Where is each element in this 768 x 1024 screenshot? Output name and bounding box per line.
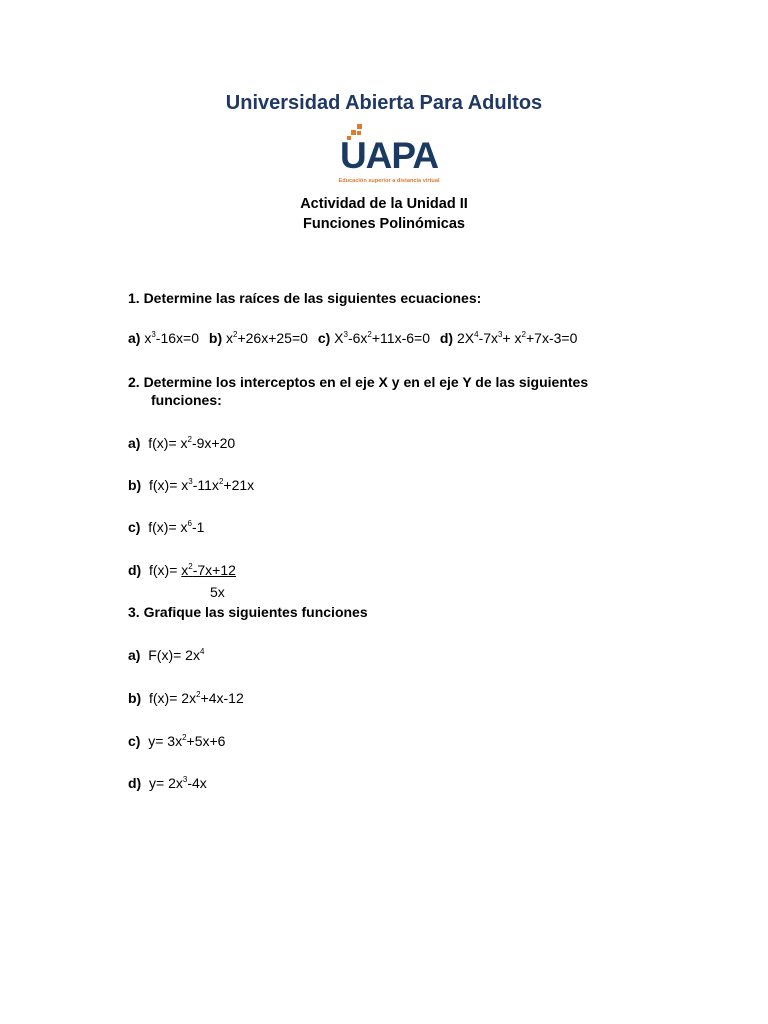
item-label: d): [128, 775, 142, 791]
q2-item-c: c) $f(x)= x^6-1$: [128, 519, 205, 535]
item-label: d): [128, 562, 142, 578]
uapa-logo: [330, 124, 448, 188]
q2-item-a: a) $f(x)= x^2-9x+20$: [128, 435, 236, 451]
q2-item-d-denominator: 5x: [210, 584, 225, 600]
q2-item-b: b) $f(x)= x^3-11x^2+21x$: [128, 477, 255, 493]
item-label: c): [317, 330, 331, 346]
item-label: b): [128, 690, 142, 706]
logo-tagline: Educación superior a distancia virtual: [338, 178, 440, 184]
item-label: a): [128, 647, 141, 663]
item-label: a): [128, 330, 141, 346]
university-title: Universidad Abierta Para Adultos: [225, 92, 543, 114]
item-label: a): [128, 435, 141, 451]
logo-square: [357, 124, 362, 129]
item-label: b): [128, 477, 142, 493]
item-label: b): [208, 330, 223, 346]
item-label: d): [439, 330, 454, 346]
question-2-title-cont: funciones:: [151, 392, 222, 408]
q3-item-c: c) $y= 3x^2+5x+6$: [128, 733, 226, 749]
topic-title: Funciones Polinómicas: [303, 216, 465, 232]
q2-item-d: d) $f(x)= x^2-7x+12$: [128, 562, 236, 578]
question-1-title: 1. Determine las raíces de las siguientes ecuaciones:: [128, 290, 482, 306]
q3-item-d: d) $y= 2x^3-4x$: [128, 775, 207, 791]
q3-item-a: a) $F(x)= 2x^4$: [128, 647, 205, 663]
item-label: c): [128, 733, 141, 749]
question-3-title: 3. Grafique las siguientes funciones: [128, 604, 368, 620]
activity-title: Actividad de la Unidad II: [300, 196, 468, 212]
logo-wordmark: UAPA: [339, 135, 439, 176]
question-2-title: 2. Determine los interceptos en el eje X y en el eje Y de las siguientes: [128, 374, 589, 390]
question-1-equations: a) $x^3-16x=0$ b) $x^2+26x+25=0$ c) $X^3-6x^2+11x-6=0$ d) $2X^4-7x^3+ x^2+7x-3=0$: [128, 330, 578, 346]
q3-item-b: b) $f(x)= 2x^2+4x-12$: [128, 690, 244, 706]
item-label: c): [128, 519, 141, 535]
